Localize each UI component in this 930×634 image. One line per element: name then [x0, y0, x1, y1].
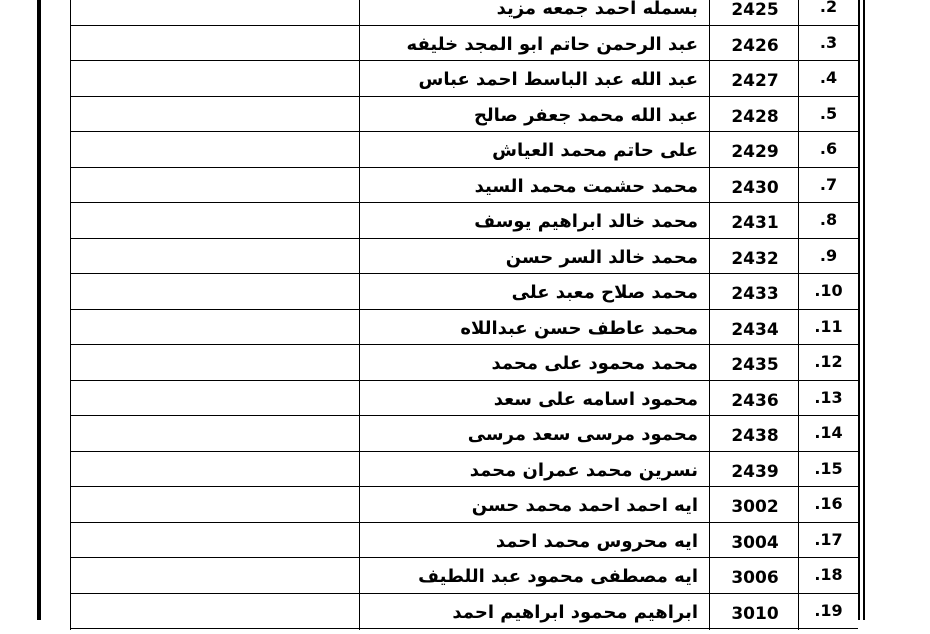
column-divider [709, 132, 710, 168]
column-divider [709, 381, 710, 417]
column-divider [798, 558, 799, 594]
table-row [70, 487, 858, 523]
column-divider [798, 239, 799, 275]
row-number: .18 [814, 565, 843, 584]
student-code: 2430 [731, 177, 779, 198]
column-divider [359, 26, 360, 62]
column-divider [798, 203, 799, 239]
column-divider [798, 132, 799, 168]
student-code: 3002 [731, 497, 779, 517]
column-divider [709, 345, 710, 381]
row-number: .2 [819, 0, 838, 16]
column-divider [798, 381, 799, 417]
table-row [70, 0, 858, 26]
student-name: محمد حشمت محمد السيد [474, 175, 698, 197]
page-border-left [37, 0, 41, 620]
column-divider [798, 0, 799, 26]
row-number: .12 [814, 352, 843, 371]
table-row [70, 558, 858, 594]
row-number: .6 [819, 139, 838, 158]
column-divider [359, 487, 360, 523]
student-code: 2433 [731, 284, 779, 304]
column-divider [709, 168, 710, 204]
table-row [70, 452, 858, 488]
page-border-right [858, 0, 865, 620]
table-row [70, 61, 858, 97]
column-divider [798, 345, 799, 381]
column-divider [798, 523, 799, 559]
student-name: ايه محروس محمد احمد [495, 530, 698, 552]
column-divider [359, 274, 360, 310]
row-number: .7 [819, 174, 838, 194]
column-divider [798, 452, 799, 488]
row-number: .15 [814, 458, 843, 478]
column-divider [359, 381, 360, 417]
column-divider [798, 416, 799, 452]
column-divider [359, 97, 360, 133]
student-code: 2431 [731, 213, 779, 233]
table-row [70, 523, 858, 559]
column-divider [359, 416, 360, 452]
student-name: بسمله احمد جمعه مزيد [496, 0, 698, 19]
student-code: 2438 [731, 426, 779, 446]
table-row [70, 310, 858, 346]
column-divider [359, 0, 360, 26]
column-divider [359, 132, 360, 168]
table-row [70, 97, 858, 133]
table-row [70, 594, 858, 630]
column-divider [359, 523, 360, 559]
student-name: عبد الله محمد جعفر صالح [473, 104, 698, 126]
student-code: 3010 [731, 603, 779, 624]
student-name: نسرين محمد عمران محمد [469, 459, 698, 481]
column-divider [359, 558, 360, 594]
student-code: 3004 [731, 532, 779, 553]
student-name: محمود مرسى سعد مرسى [467, 424, 698, 445]
student-code: 2434 [731, 319, 779, 340]
row-number: .9 [819, 245, 838, 265]
row-number: .8 [819, 210, 838, 229]
column-divider [709, 274, 710, 310]
student-code: 3006 [731, 568, 779, 588]
column-divider [709, 487, 710, 523]
column-divider [359, 203, 360, 239]
table-row [70, 132, 858, 168]
table-row [70, 26, 858, 62]
table-row [70, 345, 858, 381]
student-name: عبد الله عبد الباسط احمد عباس [418, 69, 698, 90]
student-code: 2432 [731, 248, 779, 269]
column-divider [709, 61, 710, 97]
student-code: 2428 [731, 106, 779, 127]
column-divider [798, 274, 799, 310]
row-number: .17 [814, 529, 843, 549]
student-name: عبد الرحمن حاتم ابو المجد خليفه [406, 33, 698, 55]
column-divider [709, 239, 710, 275]
column-divider [709, 97, 710, 133]
student-name: ايه مصطفى محمود عبد اللطيف [418, 566, 698, 587]
table-row [70, 274, 858, 310]
column-divider [709, 310, 710, 346]
student-code: 2429 [731, 142, 779, 162]
student-code: 2426 [731, 35, 779, 56]
row-number: .14 [814, 423, 843, 442]
column-divider [359, 168, 360, 204]
column-divider [359, 239, 360, 275]
row-number: .3 [819, 32, 838, 52]
column-divider [709, 452, 710, 488]
student-code: 2427 [731, 71, 779, 91]
row-number: .13 [814, 387, 843, 407]
student-code: 2439 [731, 461, 779, 482]
column-divider [798, 97, 799, 133]
student-name: محمود اسامه على سعد [493, 388, 698, 410]
column-divider [798, 168, 799, 204]
student-code: 2435 [731, 355, 779, 375]
column-divider [709, 594, 710, 630]
table-row [70, 168, 858, 204]
column-divider [709, 0, 710, 26]
row-number: .19 [814, 600, 843, 620]
column-divider [798, 594, 799, 630]
student-code: 2436 [731, 390, 779, 411]
column-divider [798, 310, 799, 346]
column-divider [709, 26, 710, 62]
student-name: على حاتم محمد العياش [492, 140, 698, 161]
column-divider [709, 523, 710, 559]
table-row [70, 416, 858, 452]
row-number: .16 [814, 494, 843, 513]
column-divider [798, 61, 799, 97]
table-row [70, 239, 858, 275]
table-row [70, 381, 858, 417]
student-code: 2425 [731, 0, 779, 20]
column-divider [709, 558, 710, 594]
column-divider [359, 61, 360, 97]
student-name: محمد محمود على محمد [491, 353, 698, 374]
student-name: ايه احمد احمد محمد حسن [471, 495, 698, 516]
row-number: .5 [819, 103, 838, 123]
column-divider [798, 26, 799, 62]
row-number: .10 [814, 281, 843, 300]
column-divider [798, 487, 799, 523]
student-name: محمد عاطف حسن عبداللاه [460, 317, 698, 339]
column-divider [359, 594, 360, 630]
row-number: .11 [814, 316, 843, 336]
column-divider [709, 203, 710, 239]
student-name: محمد خالد ابراهيم يوسف [474, 211, 698, 232]
row-number: .4 [819, 68, 838, 87]
column-divider [359, 310, 360, 346]
student-name: محمد خالد السر حسن [505, 246, 698, 268]
column-divider [359, 345, 360, 381]
student-name: ابراهيم محمود ابراهيم احمد [452, 601, 698, 623]
column-divider [709, 416, 710, 452]
student-name: محمد صلاح معبد على [511, 282, 698, 303]
student-table [70, 0, 858, 629]
column-divider [359, 452, 360, 488]
table-row [70, 203, 858, 239]
